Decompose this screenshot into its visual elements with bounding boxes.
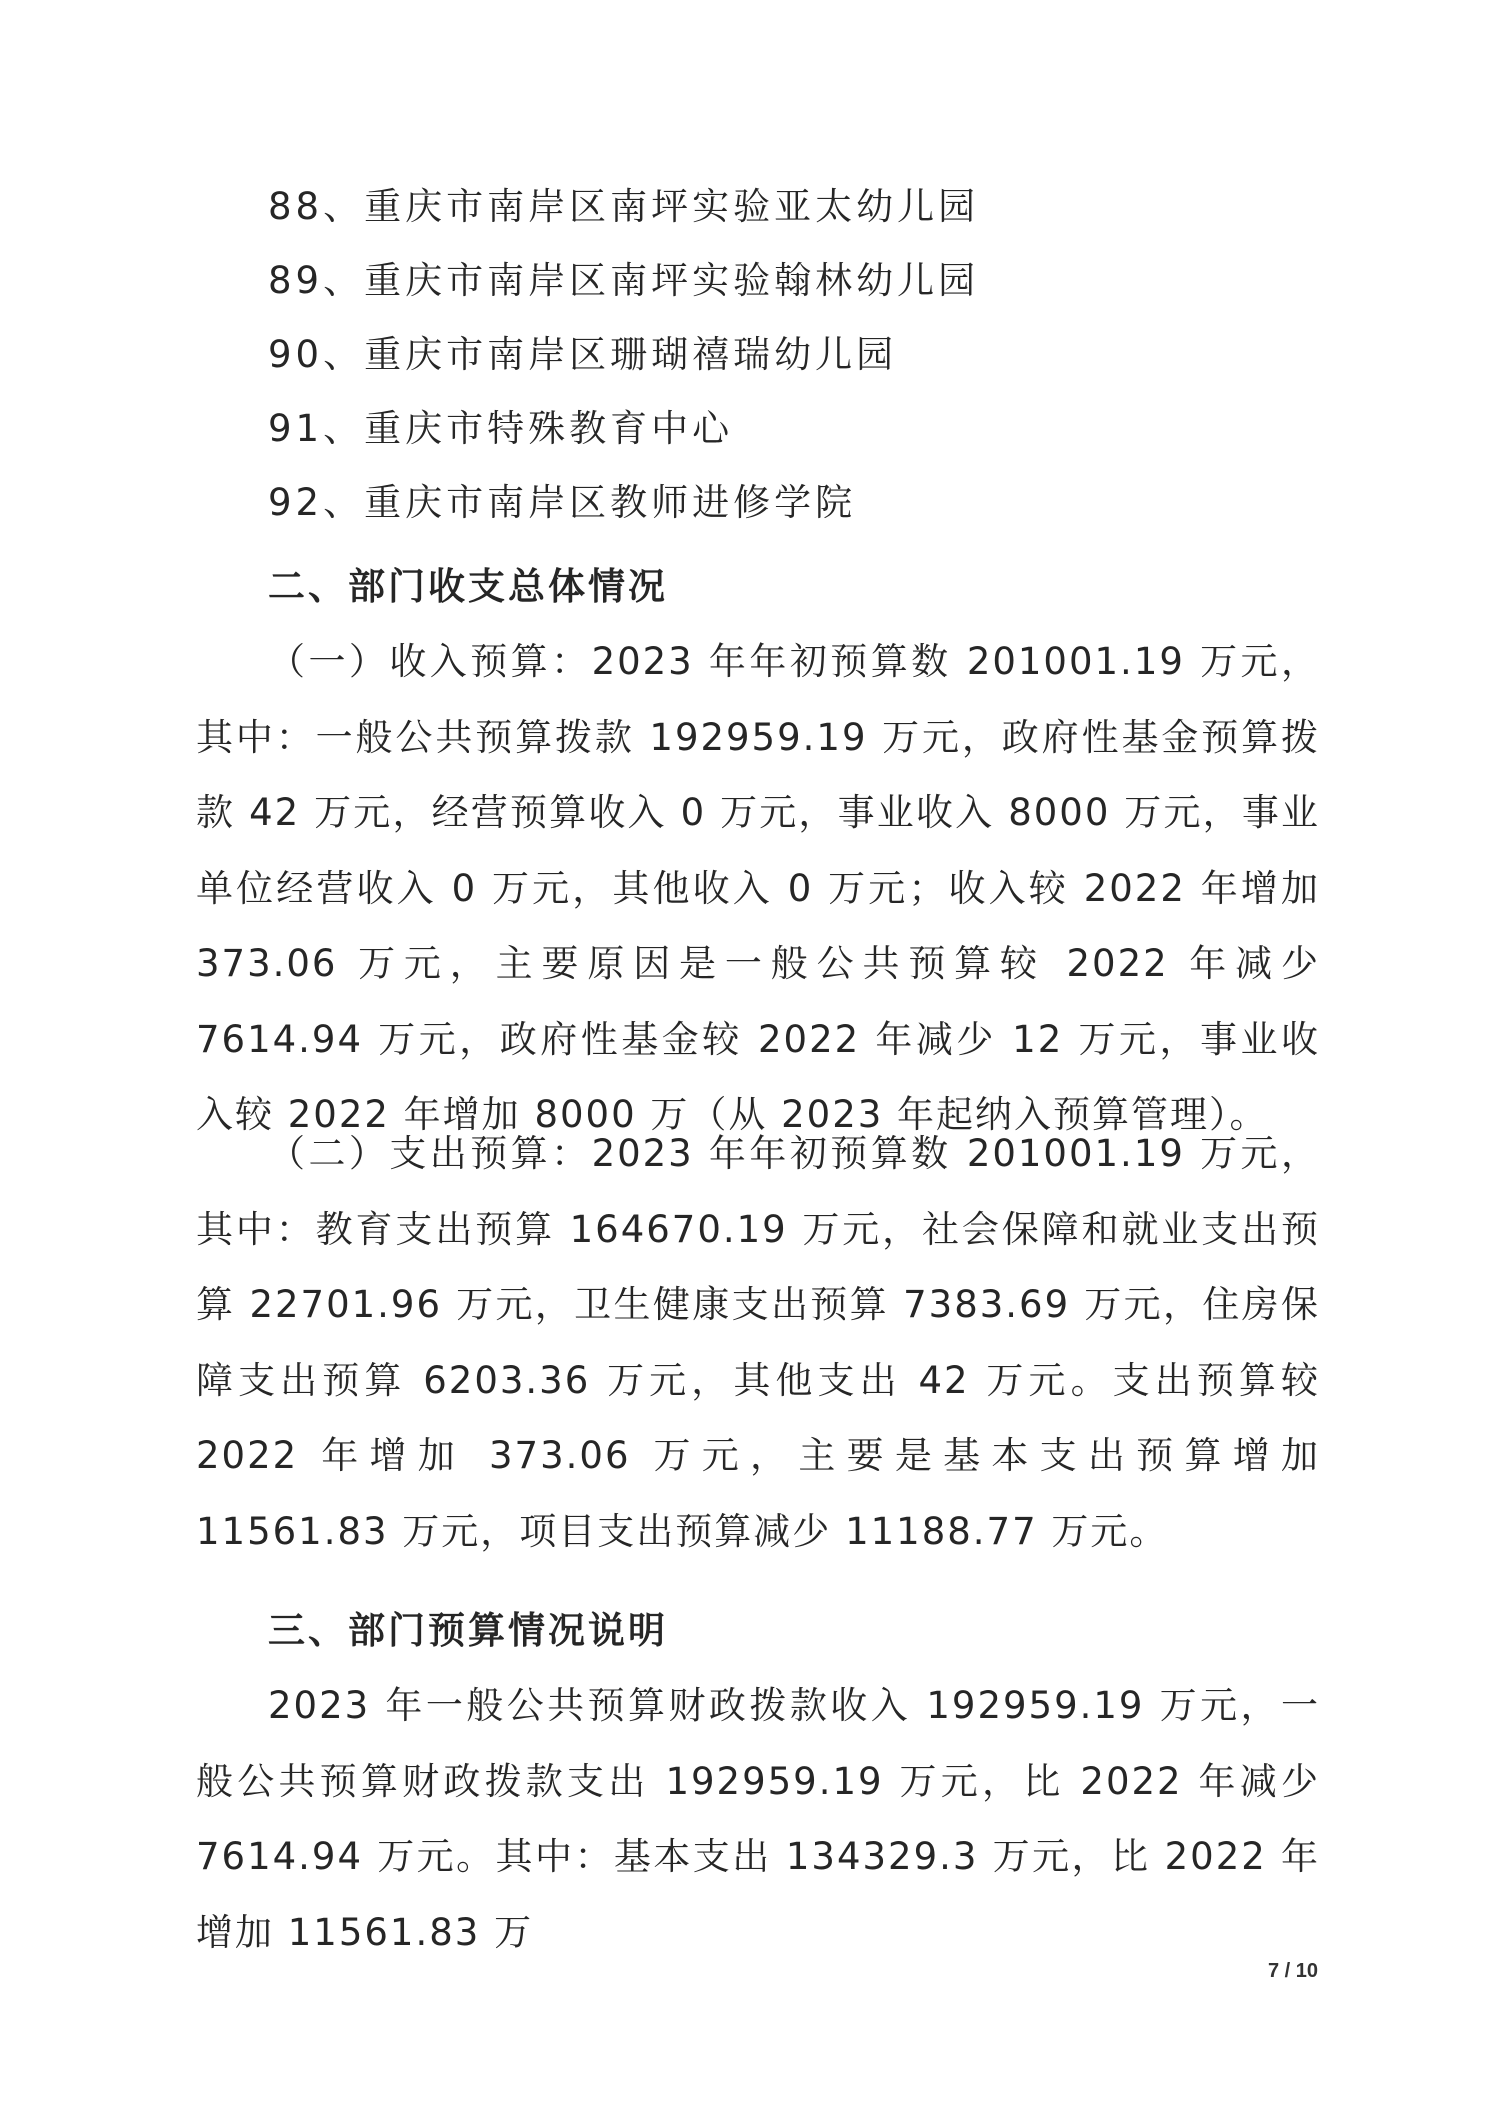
list-item: 88、重庆市南岸区南坪实验亚太幼儿园 bbox=[268, 185, 980, 228]
page-number: 7 / 10 bbox=[1267, 1960, 1318, 1982]
expense-paragraph: （二）支出预算：2023 年年初预算数 201001.19 万元，其中：教育支出预算 164670.19 万元，社会保障和就业支出预算 22701.96 万元，卫生健康支出预算 7383.69 万元，住房保障支出预算 6203.36 万元，其他支出 42 万元。支出预算较 2022 年增加 373.06 万元，主要是基本支出预算增加 11561.83 万元，项目支出预算减少 11188.77 万元。 bbox=[196, 1132, 1320, 1553]
list-item: 91、重庆市特殊教育中心 bbox=[268, 407, 734, 450]
list-item: 92、重庆市南岸区教师进修学院 bbox=[268, 481, 857, 524]
kindergarten-list bbox=[268, 170, 979, 540]
income-paragraph: （一）收入预算：2023 年年初预算数 201001.19 万元，其中：一般公共预算拨款 192959.19 万元，政府性基金预算拨款 42 万元，经营预算收入 0 万元，事业收入 8000 万元，事业单位经营收入 0 万元，其他收入 0 万元；收入较 2022 年增加 373.06 万元，主要原因是一般公共预算较 2022 年减少 7614.94 万元，政府性基金较 2022 年减少 12 万元，事业收入较 2022 年增加 8000 万（从 2023 年起纳入预算管理）。 bbox=[196, 640, 1320, 1136]
list-item: 90、重庆市南岸区珊瑚禧瑞幼儿园 bbox=[268, 333, 898, 376]
list-item: 89、重庆市南岸区南坪实验翰林幼儿园 bbox=[268, 259, 980, 302]
section3-paragraph: 2023 年一般公共预算财政拨款收入 192959.19 万元，一般公共预算财政拨款支出 192959.19 万元，比 2022 年减少 7614.94 万元。其中：基本支出 134329.3 万元，比 2022 年增加 11561.83 万 bbox=[196, 1684, 1320, 1954]
section2-heading: 二、部门收支总体情况 bbox=[268, 565, 668, 608]
section3-heading: 三、部门预算情况说明 bbox=[268, 1609, 668, 1652]
